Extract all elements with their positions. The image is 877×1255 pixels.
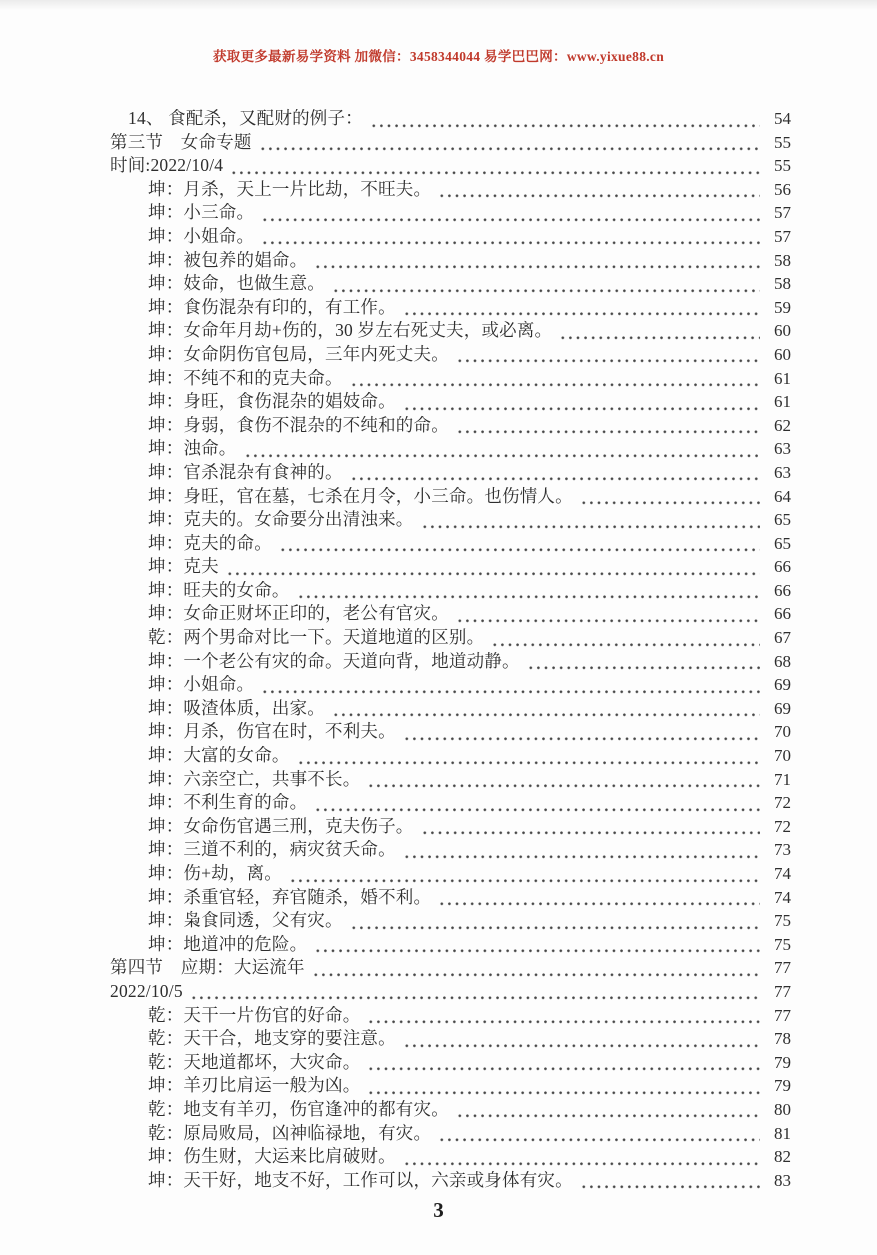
toc-entry-label: 坤：女命阴伤官包局，三年内死丈夫。	[148, 343, 449, 364]
toc-entry	[110, 367, 791, 391]
toc-entry	[110, 956, 791, 980]
toc-entry-label: 坤：女命正财坏正印的，老公有官灾。	[148, 603, 449, 624]
toc-page-number: 61	[774, 392, 791, 412]
dot-leader	[367, 1004, 760, 1028]
toc-page-number: 66	[774, 604, 791, 624]
dot-leader	[456, 1098, 760, 1122]
toc-entry-label: 乾：两个男命对比一下。天道地道的区别。	[148, 627, 485, 648]
toc-page-number: 70	[774, 722, 791, 742]
dot-leader	[332, 272, 760, 296]
dot-leader	[314, 933, 760, 957]
toc-entry	[110, 1169, 791, 1193]
toc-entry	[110, 414, 791, 438]
dot-leader	[456, 343, 760, 367]
dot-leader	[279, 532, 760, 556]
toc-entry-label: 坤：大富的女命。	[148, 745, 290, 766]
toc-entry-label: 坤：克夫	[148, 556, 219, 577]
toc-page-number: 62	[774, 415, 791, 435]
toc-entry-label: 坤：小三命。	[148, 202, 255, 223]
toc-entry-label: 坤：一个老公有灾的命。天道向背，地道动静。	[148, 650, 520, 671]
toc-entry-label: 乾：原局败局，凶神临禄地，有灾。	[148, 1122, 432, 1143]
dot-leader	[312, 956, 760, 980]
toc-page-number: 57	[774, 203, 791, 223]
toc-page-number: 72	[774, 793, 791, 813]
dot-leader	[350, 461, 760, 485]
dot-leader	[297, 744, 760, 768]
toc-page-number: 79	[774, 1052, 791, 1072]
dot-leader	[367, 1074, 760, 1098]
toc-entry	[110, 437, 791, 461]
toc-page-number: 61	[774, 368, 791, 388]
toc-page-number: 60	[774, 344, 791, 364]
toc-entry-label: 时间:2022/10/4	[110, 155, 224, 176]
toc-entry-label: 坤：伤生财，大运来比肩破财。	[148, 1146, 396, 1167]
toc-entry	[110, 225, 791, 249]
dot-leader	[456, 602, 760, 626]
toc-entry-label: 坤：不纯不和的克夫命。	[148, 367, 343, 388]
toc-entry	[110, 555, 791, 579]
toc-entry	[110, 532, 791, 556]
toc-page-number: 77	[774, 1005, 791, 1025]
toc-entry-label: 坤：伤+劫，离。	[148, 863, 282, 883]
toc-page-number: 58	[774, 250, 791, 270]
dot-leader	[261, 201, 760, 225]
dot-leader	[456, 414, 760, 438]
toc-entry-label: 第三节 女命专题	[110, 131, 252, 152]
toc-entry-label: 坤：六亲空亡，共事不长。	[148, 768, 361, 789]
watermark-header: 获取更多最新易学资料 加微信：3458344044 易学巴巴网：www.yixue88.cn	[212, 49, 665, 64]
toc-entry-label: 乾：天地道都坏，大灾命。	[148, 1051, 361, 1072]
toc-entry-label: 坤：食伤混杂有印的，有工作。	[148, 296, 396, 317]
toc-page-number: 75	[774, 911, 791, 931]
toc-page-number: 74	[774, 864, 791, 883]
toc-entry	[110, 249, 791, 273]
toc-entry	[110, 1145, 791, 1169]
toc-entry	[110, 343, 791, 367]
toc-entry	[110, 815, 791, 839]
toc-page-number: 55	[774, 156, 791, 176]
toc-entry	[110, 1122, 791, 1146]
toc-page-number: 70	[774, 746, 791, 766]
toc-entry-label: 坤：小姐命。	[148, 225, 255, 246]
toc-page-number: 69	[774, 698, 791, 718]
toc-page-number: 54	[774, 109, 791, 128]
dot-leader	[421, 815, 761, 839]
toc-page-number: 69	[774, 675, 791, 695]
dot-leader	[580, 485, 760, 509]
toc-page-number: 68	[774, 651, 791, 671]
toc-page-number: 79	[774, 1076, 791, 1096]
toc-page-number: 82	[774, 1147, 791, 1167]
toc-entry	[110, 697, 791, 721]
toc-page-number: 81	[774, 1123, 791, 1143]
toc-entry	[110, 272, 791, 296]
toc-page-number: 66	[774, 557, 791, 577]
toc-entry	[110, 838, 791, 862]
toc-entry-label: 14、 食配杀，又配财的例子：	[128, 108, 363, 128]
dot-leader	[259, 131, 760, 155]
toc-page-number: 57	[774, 226, 791, 246]
toc-entry-label: 乾：天干合，地支穿的要注意。	[148, 1028, 396, 1049]
toc-entry-label: 坤：杀重官轻，弃官随杀，婚不利。	[148, 886, 432, 907]
toc-entry	[110, 154, 791, 178]
toc-entry-label: 坤：被包养的娼命。	[148, 249, 308, 270]
dot-leader	[289, 862, 760, 886]
toc-entry	[110, 508, 791, 532]
dot-leader	[226, 555, 760, 579]
toc-entry	[110, 1074, 791, 1098]
toc-entry-label: 坤：身弱，食伤不混杂的不纯和的命。	[148, 414, 449, 435]
toc-page-number: 56	[774, 179, 791, 199]
dot-leader	[190, 980, 760, 1004]
toc-page-number: 83	[774, 1170, 791, 1190]
toc-entry-label: 坤：女命伤官遇三刑，克夫伤子。	[148, 815, 414, 836]
page-number: 3	[433, 1198, 444, 1222]
toc-entry	[110, 886, 791, 910]
toc-entry-label: 乾：地支有羊刃，伤官逢冲的都有灾。	[148, 1098, 449, 1119]
toc-entry	[110, 768, 791, 792]
toc-entry-label: 坤：妓命，也做生意。	[148, 273, 325, 294]
toc-page-number: 64	[774, 486, 791, 506]
toc-page-number: 67	[774, 628, 791, 648]
dot-leader	[403, 838, 760, 862]
dot-leader	[403, 390, 760, 414]
toc-page-number: 73	[774, 840, 791, 860]
dot-leader	[580, 1169, 760, 1193]
toc-entry	[110, 178, 791, 202]
toc-entry-label: 坤：三道不利的，病灾贫夭命。	[148, 839, 396, 860]
toc-entry-label: 坤：旺夫的女命。	[148, 579, 290, 600]
toc-entry-label: 坤：月杀，伤官在时，不利夫。	[148, 721, 396, 742]
toc-entry	[110, 720, 791, 744]
toc-entry	[110, 626, 791, 650]
toc-entry-label: 第四节 应期：大运流年	[110, 957, 305, 978]
toc-entry	[110, 909, 791, 933]
toc-page-number: 60	[774, 321, 791, 341]
toc-page-number: 55	[774, 132, 791, 152]
dot-leader	[370, 107, 760, 131]
dot-leader	[332, 697, 760, 721]
toc-list	[110, 107, 791, 1192]
toc-entry	[110, 980, 791, 1004]
toc-entry	[110, 1027, 791, 1051]
dot-leader	[403, 1145, 760, 1169]
toc-entry	[110, 319, 791, 343]
dot-leader	[261, 225, 760, 249]
toc-entry	[110, 296, 791, 320]
toc-entry	[110, 131, 791, 155]
toc-page-number: 59	[774, 297, 791, 317]
toc-entry	[110, 1051, 791, 1075]
toc-page-number: 78	[774, 1029, 791, 1049]
dot-leader	[403, 296, 760, 320]
toc-entry	[110, 485, 791, 509]
toc-entry	[110, 791, 791, 815]
toc-page-number: 74	[774, 887, 791, 907]
toc-entry-label: 坤：不利生育的命。	[148, 792, 308, 813]
dot-leader	[244, 437, 761, 461]
dot-leader	[438, 1122, 760, 1146]
toc-entry	[110, 461, 791, 485]
toc-entry-label: 坤：克夫的。女命要分出清浊来。	[148, 509, 414, 530]
toc-entry-label: 坤：浊命。	[148, 438, 237, 459]
toc-page-number: 63	[774, 462, 791, 482]
toc-entry	[110, 673, 791, 697]
toc-entry	[110, 579, 791, 603]
toc-entry	[110, 1098, 791, 1122]
toc-entry	[110, 933, 791, 957]
toc-entry-label: 坤：枭食同透，父有灾。	[148, 910, 343, 931]
toc-entry-label: 2022/10/5	[110, 980, 183, 1001]
dot-leader	[314, 791, 760, 815]
toc-page-number: 65	[774, 533, 791, 553]
dot-leader	[261, 673, 760, 697]
toc-entry	[110, 201, 791, 225]
toc-entry-label: 坤：克夫的命。	[148, 532, 272, 553]
dot-leader	[350, 909, 760, 933]
toc-entry	[110, 390, 791, 414]
dot-leader	[403, 720, 760, 744]
dot-leader	[438, 886, 760, 910]
dot-leader	[527, 650, 760, 674]
toc-entry-label: 坤：小姐命。	[148, 674, 255, 695]
dot-leader	[230, 154, 760, 178]
toc-page-number: 75	[774, 934, 791, 954]
toc-page-number: 63	[774, 439, 791, 459]
dot-leader	[491, 626, 760, 650]
dot-leader	[367, 768, 760, 792]
dot-leader	[403, 1027, 760, 1051]
dot-leader	[367, 1051, 760, 1075]
toc-entry	[110, 744, 791, 768]
toc-entry	[110, 602, 791, 626]
toc-entry	[110, 107, 791, 131]
toc-entry	[110, 1004, 791, 1028]
toc-entry	[110, 862, 791, 886]
dot-leader	[314, 249, 760, 273]
toc-entry-label: 坤：身旺，食伤混杂的娼妓命。	[148, 391, 396, 412]
dot-leader	[297, 579, 760, 603]
toc-entry-label: 乾：天干一片伤官的好命。	[148, 1004, 361, 1025]
toc-page-number: 77	[774, 958, 791, 978]
toc-entry-label: 坤：女命年月劫+伤的，30 岁左右死丈夫，或必离。	[148, 320, 553, 341]
toc-entry-label: 坤：天干好，地支不好，工作可以，六亲或身体有灾。	[148, 1169, 573, 1190]
toc-entry-label: 坤：身旺，官在墓，七杀在月令，小三命。也伤情人。	[148, 485, 573, 506]
dot-leader	[421, 508, 761, 532]
toc-page-number: 80	[774, 1099, 791, 1119]
dot-leader	[438, 178, 760, 202]
dot-leader	[559, 319, 760, 343]
toc-entry-label: 坤：羊刃比肩运一般为凶。	[148, 1075, 361, 1096]
toc-page-number: 71	[774, 769, 791, 789]
toc-page-number: 65	[774, 510, 791, 530]
toc-page-number: 58	[774, 274, 791, 294]
toc-page-number: 77	[774, 981, 791, 1001]
toc-entry-label: 坤：吸渣体质，出家。	[148, 697, 325, 718]
toc-page-number: 66	[774, 580, 791, 600]
toc-entry-label: 坤：地道冲的危险。	[148, 933, 308, 954]
toc-page-number: 72	[774, 816, 791, 836]
toc-entry-label: 坤：官杀混杂有食神的。	[148, 461, 343, 482]
toc-entry	[110, 650, 791, 674]
dot-leader	[350, 367, 760, 391]
toc-entry-label: 坤：月杀，天上一片比劫，不旺夫。	[148, 178, 432, 199]
